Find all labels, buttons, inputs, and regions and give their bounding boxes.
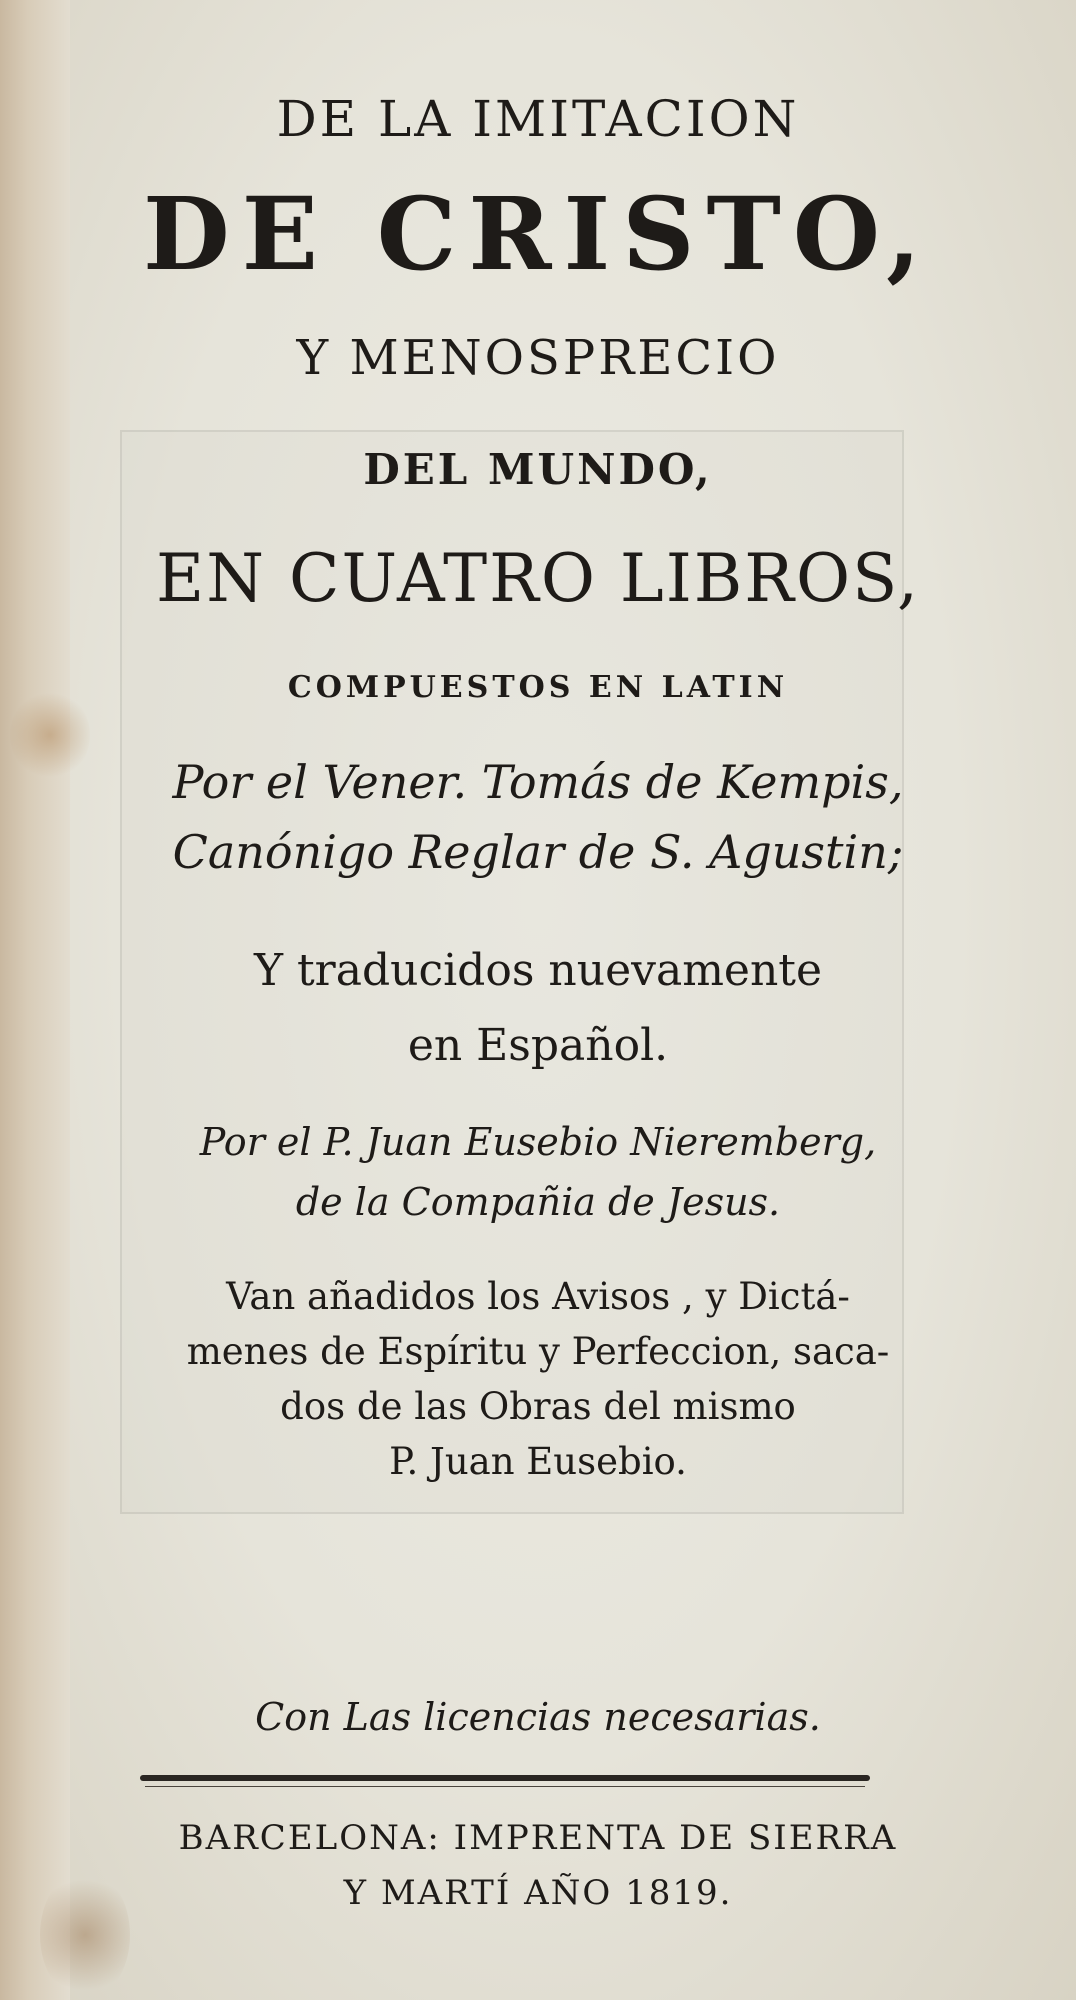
author-line-2: Canónigo Reglar de S. Agustin; — [172, 825, 904, 879]
translated-line-1: Y traducidos nuevamente — [253, 945, 823, 996]
title-line-6: COMPUESTOS EN LATIN — [287, 670, 789, 705]
horizontal-rule-thin — [145, 1786, 865, 1787]
translator-line-1: Por el P. Juan Eusebio Nieremberg, — [199, 1120, 877, 1164]
horizontal-rule — [140, 1775, 870, 1781]
title-line-1: DE LA IMITACION — [276, 90, 800, 148]
author-line-1: Por el Vener. Tomás de Kempis, — [172, 755, 904, 809]
title-line-4: DEL MUNDO, — [363, 445, 713, 494]
translated-line-2: en Español. — [407, 1020, 669, 1071]
imprint-line-1: BARCELONA: IMPRENTA DE SIERRA — [178, 1818, 898, 1858]
title-line-5: EN CUATRO LIBROS, — [156, 540, 920, 617]
translator-line-2: de la Compañia de Jesus. — [295, 1180, 781, 1224]
title-line-2: DE CRISTO, — [143, 175, 933, 293]
added-line-1: Van añadidos los Avisos , y Dictá- — [226, 1275, 850, 1318]
added-line-3: dos de las Obras del mismo — [280, 1385, 796, 1428]
added-line-4: P. Juan Eusebio. — [389, 1440, 687, 1483]
added-line-2: menes de Espíritu y Perfeccion, saca- — [186, 1330, 890, 1373]
title-line-3: Y MENOSPRECIO — [296, 330, 780, 386]
imprint-line-2: Y MARTÍ AÑO 1819. — [343, 1873, 733, 1913]
licenses-line: Con Las licencias necesarias. — [255, 1695, 821, 1739]
